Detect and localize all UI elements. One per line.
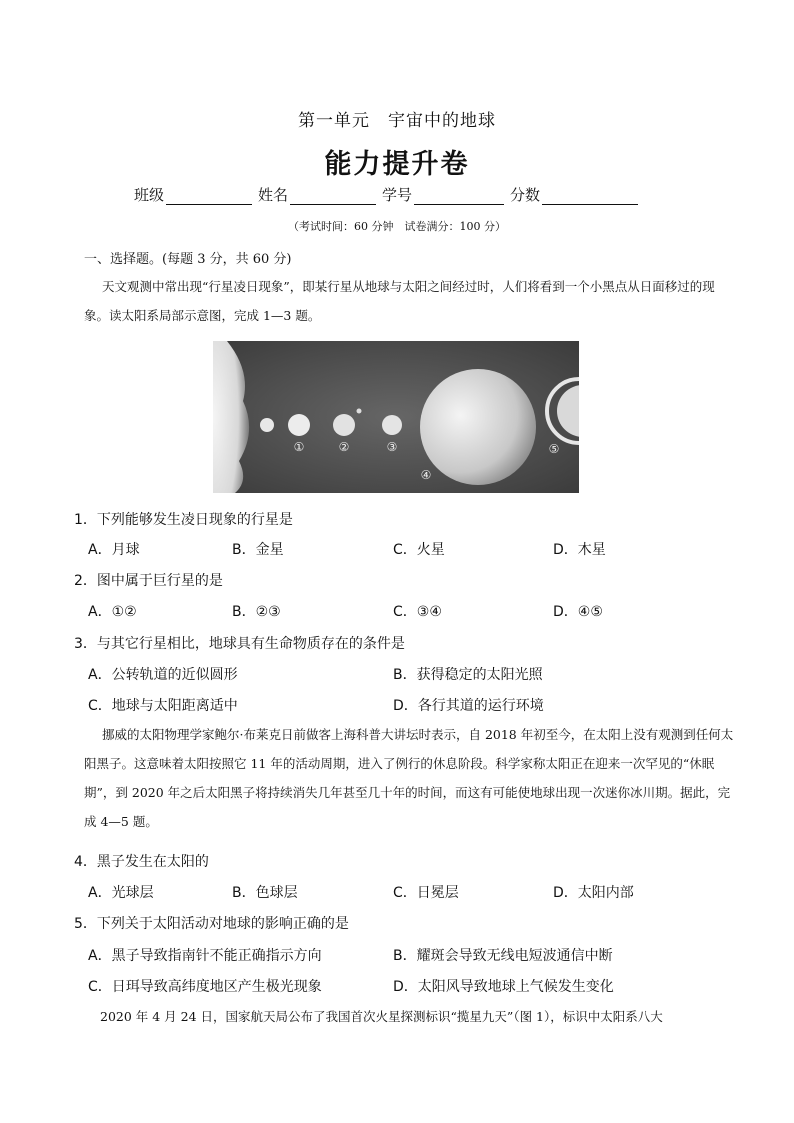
passage-1: 天文观测中常出现“行星凌日现象”，即某行星从地球与太阳之间经过时，人们将看到一个小黑点从日面移过的现象。读太阳系局部示意图，完成 1—3 题。	[84, 279, 715, 323]
class-blank[interactable]	[166, 188, 252, 205]
score-label: 分数	[510, 186, 541, 204]
q4-option-a[interactable]: A．光球层	[88, 885, 154, 901]
name-blank[interactable]	[290, 188, 376, 205]
q2-option-c[interactable]: C．③④	[393, 604, 442, 620]
label-2: ②	[338, 440, 350, 454]
q3-option-d[interactable]: D．各行其道的运行环境	[393, 698, 544, 714]
label-4: ④	[420, 468, 432, 482]
question-2: 2．图中属于巨行星的是	[74, 573, 223, 589]
q4-option-b[interactable]: B．色球层	[232, 885, 298, 901]
label-5: ⑤	[548, 442, 560, 456]
student-id-field[interactable]	[382, 184, 504, 205]
q5-option-c[interactable]: C．日珥导致高纬度地区产生极光现象	[88, 979, 322, 995]
solar-system-figure	[213, 341, 579, 493]
venus-planet	[288, 414, 310, 436]
q4-option-c[interactable]: C．日冕层	[393, 885, 459, 901]
unit-title: 第一单元 宇宙中的地球	[298, 111, 496, 131]
q5-option-a[interactable]: A．黑子导致指南针不能正确指示方向	[88, 948, 322, 964]
solar-system-illustration	[213, 341, 579, 493]
label-1: ①	[293, 440, 305, 454]
q1-option-d[interactable]: D．木星	[553, 542, 606, 558]
paper-title: 能力提升卷	[324, 149, 470, 180]
q4-option-d[interactable]: D．太阳内部	[553, 885, 634, 901]
q2-option-b[interactable]: B．②③	[232, 604, 281, 620]
student-id-blank[interactable]	[414, 188, 504, 205]
name-label: 姓名	[258, 186, 289, 204]
q3-option-c[interactable]: C．地球与太阳距离适中	[88, 698, 238, 714]
moon	[357, 409, 362, 414]
q5-option-d[interactable]: D．太阳风导致地球上气候发生变化	[393, 979, 614, 995]
question-3: 3．与其它行星相比，地球具有生命物质存在的条件是	[74, 636, 405, 652]
section-title: 一、选择题。(每题 3 分，共 60 分)	[84, 252, 292, 267]
q3-option-a[interactable]: A．公转轨道的近似圆形	[88, 667, 238, 683]
score-field[interactable]	[510, 184, 638, 205]
passage-2: 挪威的太阳物理学家鲍尔·布莱克日前做客上海科普大讲坛时表示，自 2018 年初至今，在太阳上没有观测到任何太阳黑子。这意味着太阳按照它 11 年的活动周期，进入了例行的休息阶段。科学家称太阳正在迎来一次罕见的“休眠期”，到 2020 年之后太阳黑子将持续消失几年甚至几十年的时间，而这有可能使地球出现一次迷你冰川期。据此，完成 4—5 题。	[84, 727, 734, 829]
exam-note: （考试时间：60 分钟 试卷满分：100 分）	[288, 220, 506, 233]
question-5: 5．下列关于太阳活动对地球的影响正确的是	[74, 916, 349, 932]
q1-option-a[interactable]: A．月球	[88, 542, 140, 558]
class-field[interactable]	[134, 184, 252, 205]
class-label: 班级	[134, 186, 165, 204]
q2-option-a[interactable]: A．①②	[88, 604, 137, 620]
q3-option-b[interactable]: B．获得稳定的太阳光照	[393, 667, 543, 683]
jupiter-planet	[420, 369, 536, 485]
mars-planet	[382, 415, 402, 435]
q1-option-b[interactable]: B．金星	[232, 542, 284, 558]
score-blank[interactable]	[542, 188, 638, 205]
mercury-planet	[260, 418, 274, 432]
q1-option-c[interactable]: C．火星	[393, 542, 445, 558]
question-4: 4．黑子发生在太阳的	[74, 854, 209, 870]
student-id-label: 学号	[382, 186, 413, 204]
q5-option-b[interactable]: B．耀斑会导致无线电短波通信中断	[393, 948, 613, 964]
student-info-fields	[134, 184, 644, 205]
passage-3: 2020 年 4 月 24 日，国家航天局公布了我国首次火星探测标识“揽星九天”（图 1），标识中太阳系八大	[100, 1009, 663, 1024]
q2-option-d[interactable]: D．④⑤	[553, 604, 603, 620]
name-field[interactable]	[258, 184, 376, 205]
label-3: ③	[386, 440, 398, 454]
question-1: 1．下列能够发生凌日现象的行星是	[74, 512, 293, 528]
earth-planet	[333, 414, 355, 436]
